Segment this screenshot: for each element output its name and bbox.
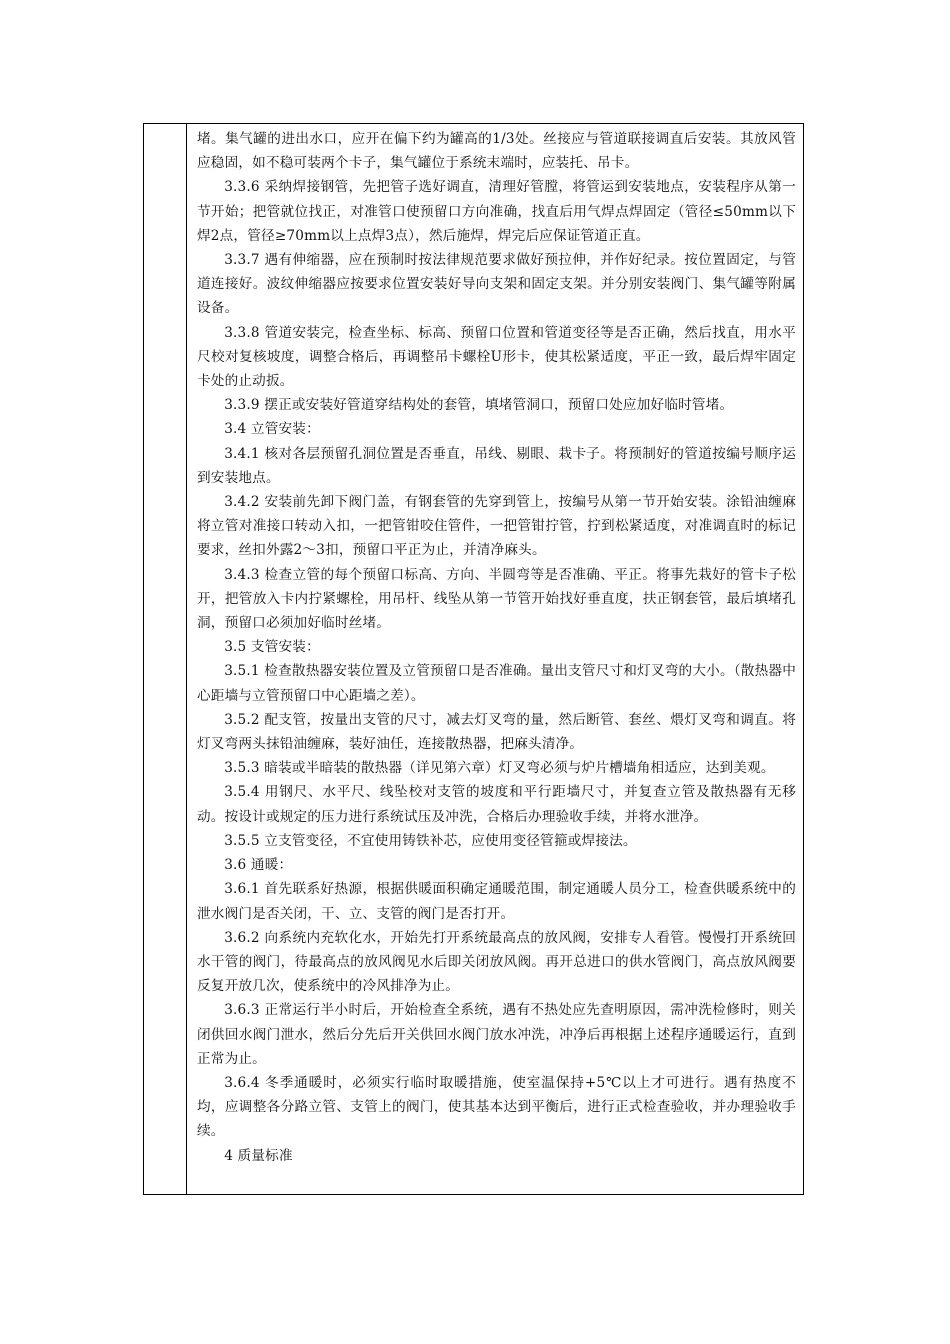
paragraph-p20: 4 质量标准 — [224, 1147, 293, 1164]
paragraph-p0: 堵。集气罐的进出水口，应开在偏下约为罐高的1/3处。丝接应与管道联接调直后安装。其放风管应稳固，如不稳可装两个卡子，集气罐位于系统末端时，应装托、吊卡。 — [197, 131, 796, 172]
paragraph-p5: 3.4 立管安装： — [224, 421, 320, 438]
paragraph-p15: 3.6 通暖： — [224, 857, 293, 874]
paragraph-p3: 3.3.8 管道安装完，检查坐标、标高、预留口位置和管道变径等是否正确，然后找直，用水平尺校对复核坡度，调整合格后，再调整吊卡螺栓U形卡，使其松紧适度，平正一致，最后焊牢固定卡处的止动扳。 — [197, 324, 796, 390]
paragraph-p10: 3.5.1 检查散热器安装位置及立管预留口是否准确。量出支管尺寸和灯叉弯的大小。（散热器中心距墙与立管预留口中心距墙之差）。 — [197, 663, 796, 704]
document-table — [143, 123, 804, 1195]
paragraph-p11: 3.5.2 配支管，按量出支管的尺寸，减去灯叉弯的量，然后断管、套丝、煨灯叉弯和调直。将灯叉弯两头抹铅油缠麻，装好油任，连接散热器，把麻头清净。 — [197, 711, 796, 753]
paragraph-p19: 3.6.4 冬季通暖时，必须实行临时取暖措施，使室温保持+5℃以上才可进行。遇有热度不均，应调整各分路立管、支管上的阀门，使其基本达到平衡后，进行正式检查验收，并办理验收手续。 — [197, 1074, 796, 1140]
paragraph-p18: 3.6.3 正常运行半小时后，开始检查全系统，遇有不热处应先查明原因，需冲洗检修时，则关闭供回水阀门泄水，然后分先后开关供回水阀门放水冲洗，冲净后再根据上述程序通暖运行，直到正常为止。 — [197, 1002, 796, 1067]
paragraph-p17: 3.6.2 向系统内充软化水，开始先打开系统最高点的放风阀，安排专人看管。慢慢打开系统回水干管的阀门，待最高点的放风阀见水后即关闭放风阀。再开总进口的供水管阀门，高点放风阀要反复开放几次，使系统中的冷风排净为止。 — [197, 929, 796, 995]
paragraph-p1: 3.3.6 采纳焊接钢管，先把管子选好调直，清理好管膛，将管运到安装地点，安装程序从第一节开始；把管就位找正，对准管口使预留口方向准确，找直后用气焊点焊固定（管径≤50mm以下焊2点，管径≥70mm以上点焊3点），然后施焊，焊完后应保证管道正直。 — [197, 179, 796, 244]
table-left-column — [144, 124, 187, 1194]
paragraph-p12: 3.5.3 暗装或半暗装的散热器（详见第六章）灯叉弯必须与炉片槽墙角相适应，达到美观。 — [224, 760, 775, 777]
paragraph-p16: 3.6.1 首先联系好热源，根据供暖面积确定通暖范围，制定通暖人员分工，检查供暖系统中的泄水阀门是否关闭，干、立、支管的阀门是否打开。 — [197, 881, 796, 922]
paragraph-p7: 3.4.2 安装前先卸下阀门盖，有钢套管的先穿到管上，按编号从第一节开始安装。涂铅油缠麻将立管对准接口转动入扣，一把管钳咬住管件，一把管钳拧管，拧到松紧适度，对准调直时的标记要求，丝扣外露2～3扣，预留口平正为止，并清净麻头。 — [197, 494, 796, 559]
table-content-cell — [187, 124, 803, 1194]
paragraph-p14: 3.5.5 立支管变径，不宜使用铸铁补芯，应使用变径管箍或焊接法。 — [224, 832, 637, 849]
paragraph-p4: 3.3.9 摆正或安装好管道穿结构处的套管，填堵管洞口，预留口处应加好临时管堵。 — [224, 397, 734, 414]
paragraph-p6: 3.4.1 核对各层预留孔洞位置是否垂直，吊线、剔眼、栽卡子。将预制好的管道按编号顺序运到安装地点。 — [197, 445, 796, 486]
paragraph-p2: 3.3.7 遇有伸缩器，应在预制时按法律规范要求做好预拉伸，并作好纪录。按位置固定，与管道连接好。波纹伸缩器应按要求位置安装好导向支架和固定支架。并分别安装阀门、集气罐等附属设备。 — [197, 252, 796, 317]
paragraph-p8: 3.4.3 检查立管的每个预留口标高、方向、半圆弯等是否准确、平正。将事先栽好的管卡子松开，把管放入卡内拧紧螺栓，用吊杆、线坠从第一节管开始找好垂直度，扶正钢套管，最后填堵孔洞，预留口必须加好临时丝堵。 — [197, 566, 796, 632]
paragraph-p13: 3.5.4 用钢尺、水平尺、线坠校对支管的坡度和平行距墙尺寸，并复查立管及散热器有无移动。按设计或规定的压力进行系统试压及冲洗，合格后办理验收手续，并将水泄净。 — [197, 784, 796, 825]
paragraph-p9: 3.5 支管安装： — [224, 639, 320, 656]
